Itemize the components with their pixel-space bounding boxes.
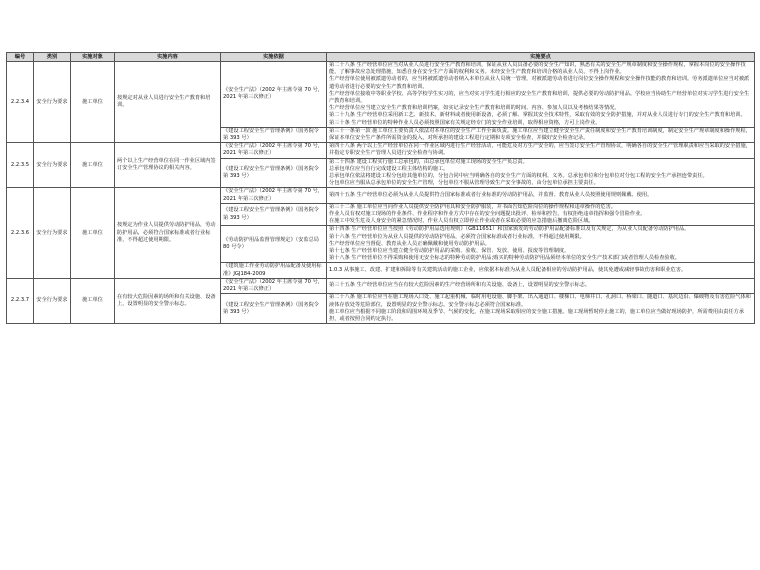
point-paragraph: 第二十八条 生产经营单位应当对从业人员进行安全生产教育和培训，保证从业人员具备必要的安全生产知识，熟悉有关的安全生产规章制度和安全操作规程，掌握本岗位的安全操作技能，了解事故应急处理措施，知悉自身在安全生产方面的权利和义务。未经安全生产教育和培训合格的从业人员，不得上岗作业。 — [329, 62, 746, 76]
point-paragraph: 生产经营单位使用被派遣劳动者的，应当将被派遣劳动者纳入本单位从业人员统一管理，对被派遣劳动者进行岗位安全操作规程和安全操作技能的教育和培训。劳务派遣单位应当对被派遣劳动者进行必要的安全生产教育和培训。 — [329, 76, 750, 90]
row-category: 安全行为要求 — [34, 278, 71, 323]
point-paragraph: 第四十五条 生产经营单位必须为从业人员提供符合国家标准或者行业标准的劳动防护用品，并监督、教育从业人员按照使用规则佩戴、使用。 — [329, 192, 653, 199]
point-paragraph: 在施工中发生危及人身安全的紧急情况时，作业人员有权立即停止作业或者在采取必要的应急措施后撤离危险区域。 — [329, 218, 594, 225]
row-target: 施工单位 — [71, 143, 115, 188]
point-paragraph: 第十六条 生产经营单位为从业人员提供的劳动防护用品，必须符合国家标准或者行业标准，不得超过使用期限。 — [329, 233, 585, 240]
row-category: 安全行为要求 — [34, 188, 71, 278]
point-paragraph: 施工单位应当根据不同施工阶段和周围环境及季节、气候的变化，在施工现场采取相应的安全施工措施。施工现场暂时停止施工的，施工单位应当做好现场防护，所需费用由责任方承担，或者按照合同约定执行。 — [329, 308, 745, 322]
row-id: 2.2.3.4 — [7, 62, 34, 143]
point-paragraph: 第四十八条 两个以上生产经营单位在同一作业区域内进行生产经营活动，可能危及对方生产安全的，应当签订安全生产管理协议，明确各自的安全生产管理职责和应当采取的安全措施，并指定专职安全生产管理人员进行安全检查与协调。 — [329, 143, 751, 157]
header-category: 类别 — [34, 53, 71, 62]
point-paragraph: 作业人员有权对施工现场的作业条件、作业程序和作业方式中存在的安全问题提出批评、检举和控告，有权拒绝违章指挥和强令冒险作业。 — [329, 211, 646, 218]
point-paragraph: 第十四条 生产经营单位应当按照《劳动防护用品选用规则》（GB11651）和国家颁发的劳动防护用品配备标准以及有关规定，为从业人员配备劳动防护用品。 — [329, 226, 690, 233]
row-points — [327, 263, 755, 278]
header-id: 编号 — [7, 53, 34, 62]
row-basis: 《安全生产法》（2002 年主席令第 70 号，2021 年第三次修正） — [221, 188, 327, 203]
table-row — [7, 278, 755, 293]
point-paragraph: 生产经营单位应当督促、教育从业人员正确佩戴和使用劳动防护用品。 — [329, 240, 490, 247]
row-points — [327, 188, 755, 203]
table-row — [7, 62, 755, 128]
row-content: 在有较大危险因素的场所和有关设施、设备上，设置明显的安全警示标志。 — [115, 278, 221, 323]
row-points — [327, 294, 755, 324]
table-body — [7, 62, 755, 324]
point-paragraph: 总承包单位应当自行完成建设工程主体结构的施工。 — [329, 165, 449, 172]
row-basis: 《劳动防护用品监督管理规定》（安监总局 80 号令） — [221, 226, 327, 263]
row-basis: 《建设工程安全生产管理条例》（国务院令第 393 号） — [221, 203, 327, 226]
row-points — [327, 158, 755, 188]
row-target: 施工单位 — [71, 62, 115, 143]
header-content: 实施内容 — [115, 53, 221, 62]
table-row — [7, 188, 755, 203]
row-category: 安全行为要求 — [34, 62, 71, 143]
point-paragraph: 1.0.3 从事施工、改建、扩建和拆除等有关建筑活动的施工企业，应依据本标准为从业人员配备相应的劳动防护用品，使其免遭或减轻事故伤害和职业危害。 — [329, 267, 687, 274]
row-basis: 《安全生产法》（2002 年主席令第 70 号，2021 年第三次修正） — [221, 143, 327, 158]
row-points — [327, 203, 755, 226]
point-paragraph: 第三十一条第一款 施工单位主要负责人依法对本单位的安全生产工作全面负责。施工单位应当建立健全安全生产责任制度和安全生产教育培训制度，制定安全生产规章制度和操作规程，保证本单位安全生产条件所需资金的投入，对所承担的建设工程进行定期和专项安全检查，并做好安全检查记录。 — [329, 127, 751, 142]
implementation-table — [6, 52, 755, 324]
row-content: 按规定对从业人员进行安全生产教育和培训。 — [115, 62, 221, 143]
header-basis: 实施依据 — [221, 53, 327, 62]
row-content: 按规定为作业人员提供劳动防护用品，劳动防护用品，必须符合国家标准或者行业标准，不得超过使用期限。 — [115, 188, 221, 278]
row-points — [327, 62, 755, 128]
row-target: 施工单位 — [71, 278, 115, 323]
row-id: 2.2.3.6 — [7, 188, 34, 278]
point-paragraph: 生产经营单位应当建立安全生产教育和培训档案，如实记录安全生产教育和培训的时间、内容、参加人员以及考核结果等情况。 — [329, 105, 620, 112]
row-content: 两个以上生产经营单位在同一作业区域内签订安全生产管理协议的相关内容。 — [115, 143, 221, 188]
point-paragraph: 第三十二条 施工单位应当向作业人员提供安全防护用具和安全防护服装，并书面告知危险岗位的操作规程和违章操作的危害。 — [329, 203, 616, 210]
point-paragraph: 第二十四条 建设工程实行施工总承包的，由总承包单位对施工现场的安全生产负总责。 — [329, 158, 528, 165]
point-paragraph: 分包单位应当服从总承包单位的安全生产管理，分包单位不服从管理导致生产安全事故的，由分包单位承担主要责任。 — [329, 180, 599, 187]
row-basis: 《建筑施工作业劳动防护用品配备及使用标准》JGJ184-2009 — [221, 263, 327, 278]
row-basis: 《建设工程安全生产管理条例》（国务院令第 393 号） — [221, 294, 327, 324]
point-paragraph: 生产经营单位接收中等职业学校、高等学校学生实习的，应当对实习学生进行相应的安全生产教育和培训，提供必要的劳动防护用品。学校应当协助生产经营单位对实习学生进行安全生产教育和培训。 — [329, 90, 750, 105]
point-paragraph: 第二十八条 施工单位应当在施工现场入口处、施工起重机械、临时用电设施、脚手架、出入通道口、楼梯口、电梯井口、孔洞口、桥梁口、隧道口、基坑边沿、爆破物及有害危险气体和液体存放处等危险部位，设置明显的安全警示标志。安全警示标志必须符合国家标准。 — [329, 294, 751, 308]
header-row — [7, 53, 755, 62]
header-target: 实施对象 — [71, 53, 115, 62]
point-paragraph: 总承包单位依法将建设工程分包给其他单位的，分包合同中应当明确各自的安全生产方面的权利、义务。总承包单位和分包单位对分包工程的安全生产承担连带责任。 — [329, 173, 708, 180]
row-basis: 《安全生产法》（2002 年主席令第 70 号，2021 年第三次修正） — [221, 278, 327, 293]
row-target: 施工单位 — [71, 188, 115, 278]
point-paragraph: 第三十条 生产经营单位的特种作业人员必须按照国家有关规定经专门的安全作业培训，取得相应资格，方可上岗作业。 — [329, 119, 601, 126]
row-points — [327, 278, 755, 293]
row-basis: 《建设工程安全生产管理条例》（国务院令第 393 号） — [221, 127, 327, 142]
point-paragraph: 第十七条 生产经营单位应当建立健全劳动防护用品的采购、验收、保管、发放、使用、报废等管理制度。 — [329, 248, 570, 255]
point-paragraph: 第三十五条 生产经营单位应当在有较大危险因素的生产经营场所和有关设施、设备上，设置明显的安全警示标志。 — [329, 282, 591, 289]
regulation-sheet — [6, 52, 754, 324]
row-basis: 《建设工程安全生产管理条例》（国务院令第 393 号） — [221, 158, 327, 188]
row-category: 安全行为要求 — [34, 143, 71, 188]
row-basis: 《安全生产法》（2002 年主席令第 70 号，2021 年第三次修正） — [221, 62, 327, 128]
row-points — [327, 143, 755, 158]
header-points: 实施要点 — [327, 53, 755, 62]
row-points — [327, 127, 755, 142]
row-id: 2.2.3.5 — [7, 143, 34, 188]
row-points — [327, 226, 755, 263]
row-id: 2.2.3.7 — [7, 278, 34, 323]
point-paragraph: 第十八条 生产经营单位不得采购和使用无安全标志的特种劳动防护用品;购买的特种劳动防护用品须经本单位的安全生产技术部门或者管理人员检查验收。 — [329, 255, 680, 262]
table-row — [7, 143, 755, 158]
point-paragraph: 第二十九条 生产经营单位采用新工艺、新技术、新材料或者使用新设备，必须了解、掌握其安全技术特性，采取有效的安全防护措施，并对从业人员进行专门的安全生产教育和培训。 — [329, 112, 746, 119]
